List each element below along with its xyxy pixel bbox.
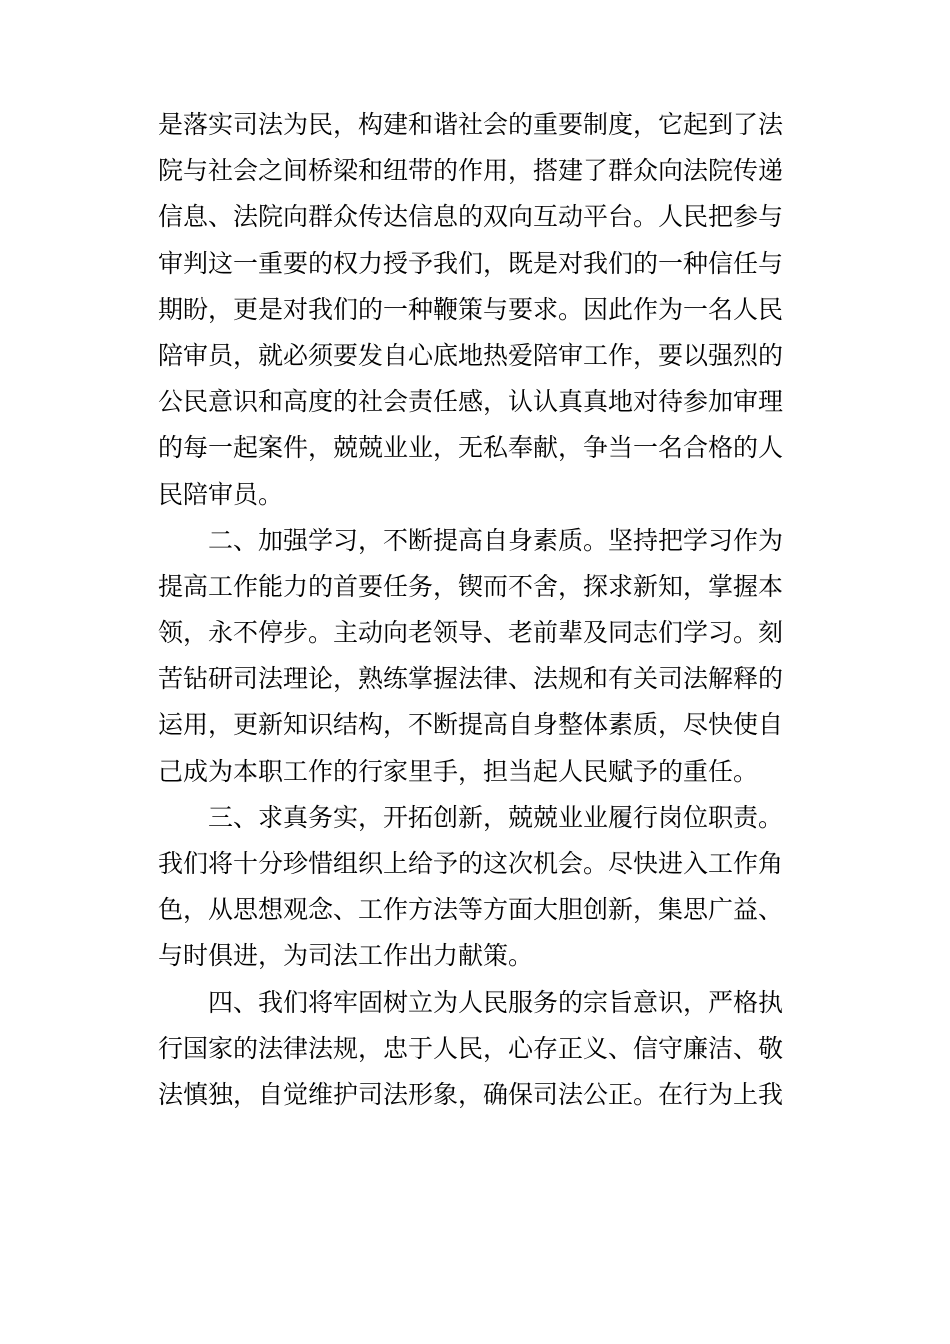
text-line: 是落实司法为民，构建和谐社会的重要制度，它起到了法 <box>158 110 784 139</box>
text-line: 信息、法院向群众传达信息的双向互动平台。人民把参与 <box>158 202 784 232</box>
text-line: 法慎独，自觉维护司法形象，确保司法公正。在行为上我 <box>158 1079 784 1109</box>
text-line: 领，永不停步。主动向老领导、老前辈及同志们学习。刻 <box>158 618 784 648</box>
text-line: 提高工作能力的首要任务，锲而不舍，探求新知，掌握本 <box>158 571 784 601</box>
text-line: 苦钻研司法理论，熟练掌握法律、法规和有关司法解释的 <box>158 664 784 694</box>
text-line: 我们将十分珍惜组织上给予的这次机会。尽快进入工作角 <box>158 849 784 878</box>
text-line: 民陪审员。 <box>158 479 284 509</box>
text-line: 色，从思想观念、工作方法等方面大胆创新，集思广益、 <box>158 895 784 925</box>
text-line: 审判这一重要的权力授予我们，既是对我们的一种信任与 <box>158 248 784 278</box>
text-line: 与时俱进，为司法工作出力献策。 <box>158 941 534 971</box>
text-line: 运用，更新知识结构，不断提高自身整体素质，尽快使自 <box>158 710 784 740</box>
text-line: 院与社会之间桥梁和纽带的作用，搭建了群众向法院传递 <box>158 156 784 186</box>
text-line: 陪审员，就必须要发自心底地热爱陪审工作，要以强烈的 <box>158 340 784 370</box>
text-line: 行国家的法律法规，忠于人民，心存正义、信守廉洁、敬 <box>158 1033 784 1063</box>
text-line: 期盼，更是对我们的一种鞭策与要求。因此作为一名人民 <box>158 294 784 324</box>
document-body <box>158 102 798 1118</box>
text-line: 己成为本职工作的行家里手，担当起人民赋予的重任。 <box>158 756 759 786</box>
text-line: 公民意识和高度的社会责任感，认认真真地对待参加审理 <box>158 387 784 417</box>
paragraph-four-first-line: 四、我们将牢固树立为人民服务的宗旨意识，严格执 <box>208 987 784 1017</box>
paragraph-three-first-line: 三、求真务实，开拓创新，兢兢业业履行岗位职责。 <box>208 802 784 832</box>
text-line: 的每一起案件，兢兢业业，无私奉献，争当一名合格的人 <box>158 433 784 463</box>
paragraph-two-first-line: 二、加强学习，不断提高自身素质。坚持把学习作为 <box>208 525 784 555</box>
